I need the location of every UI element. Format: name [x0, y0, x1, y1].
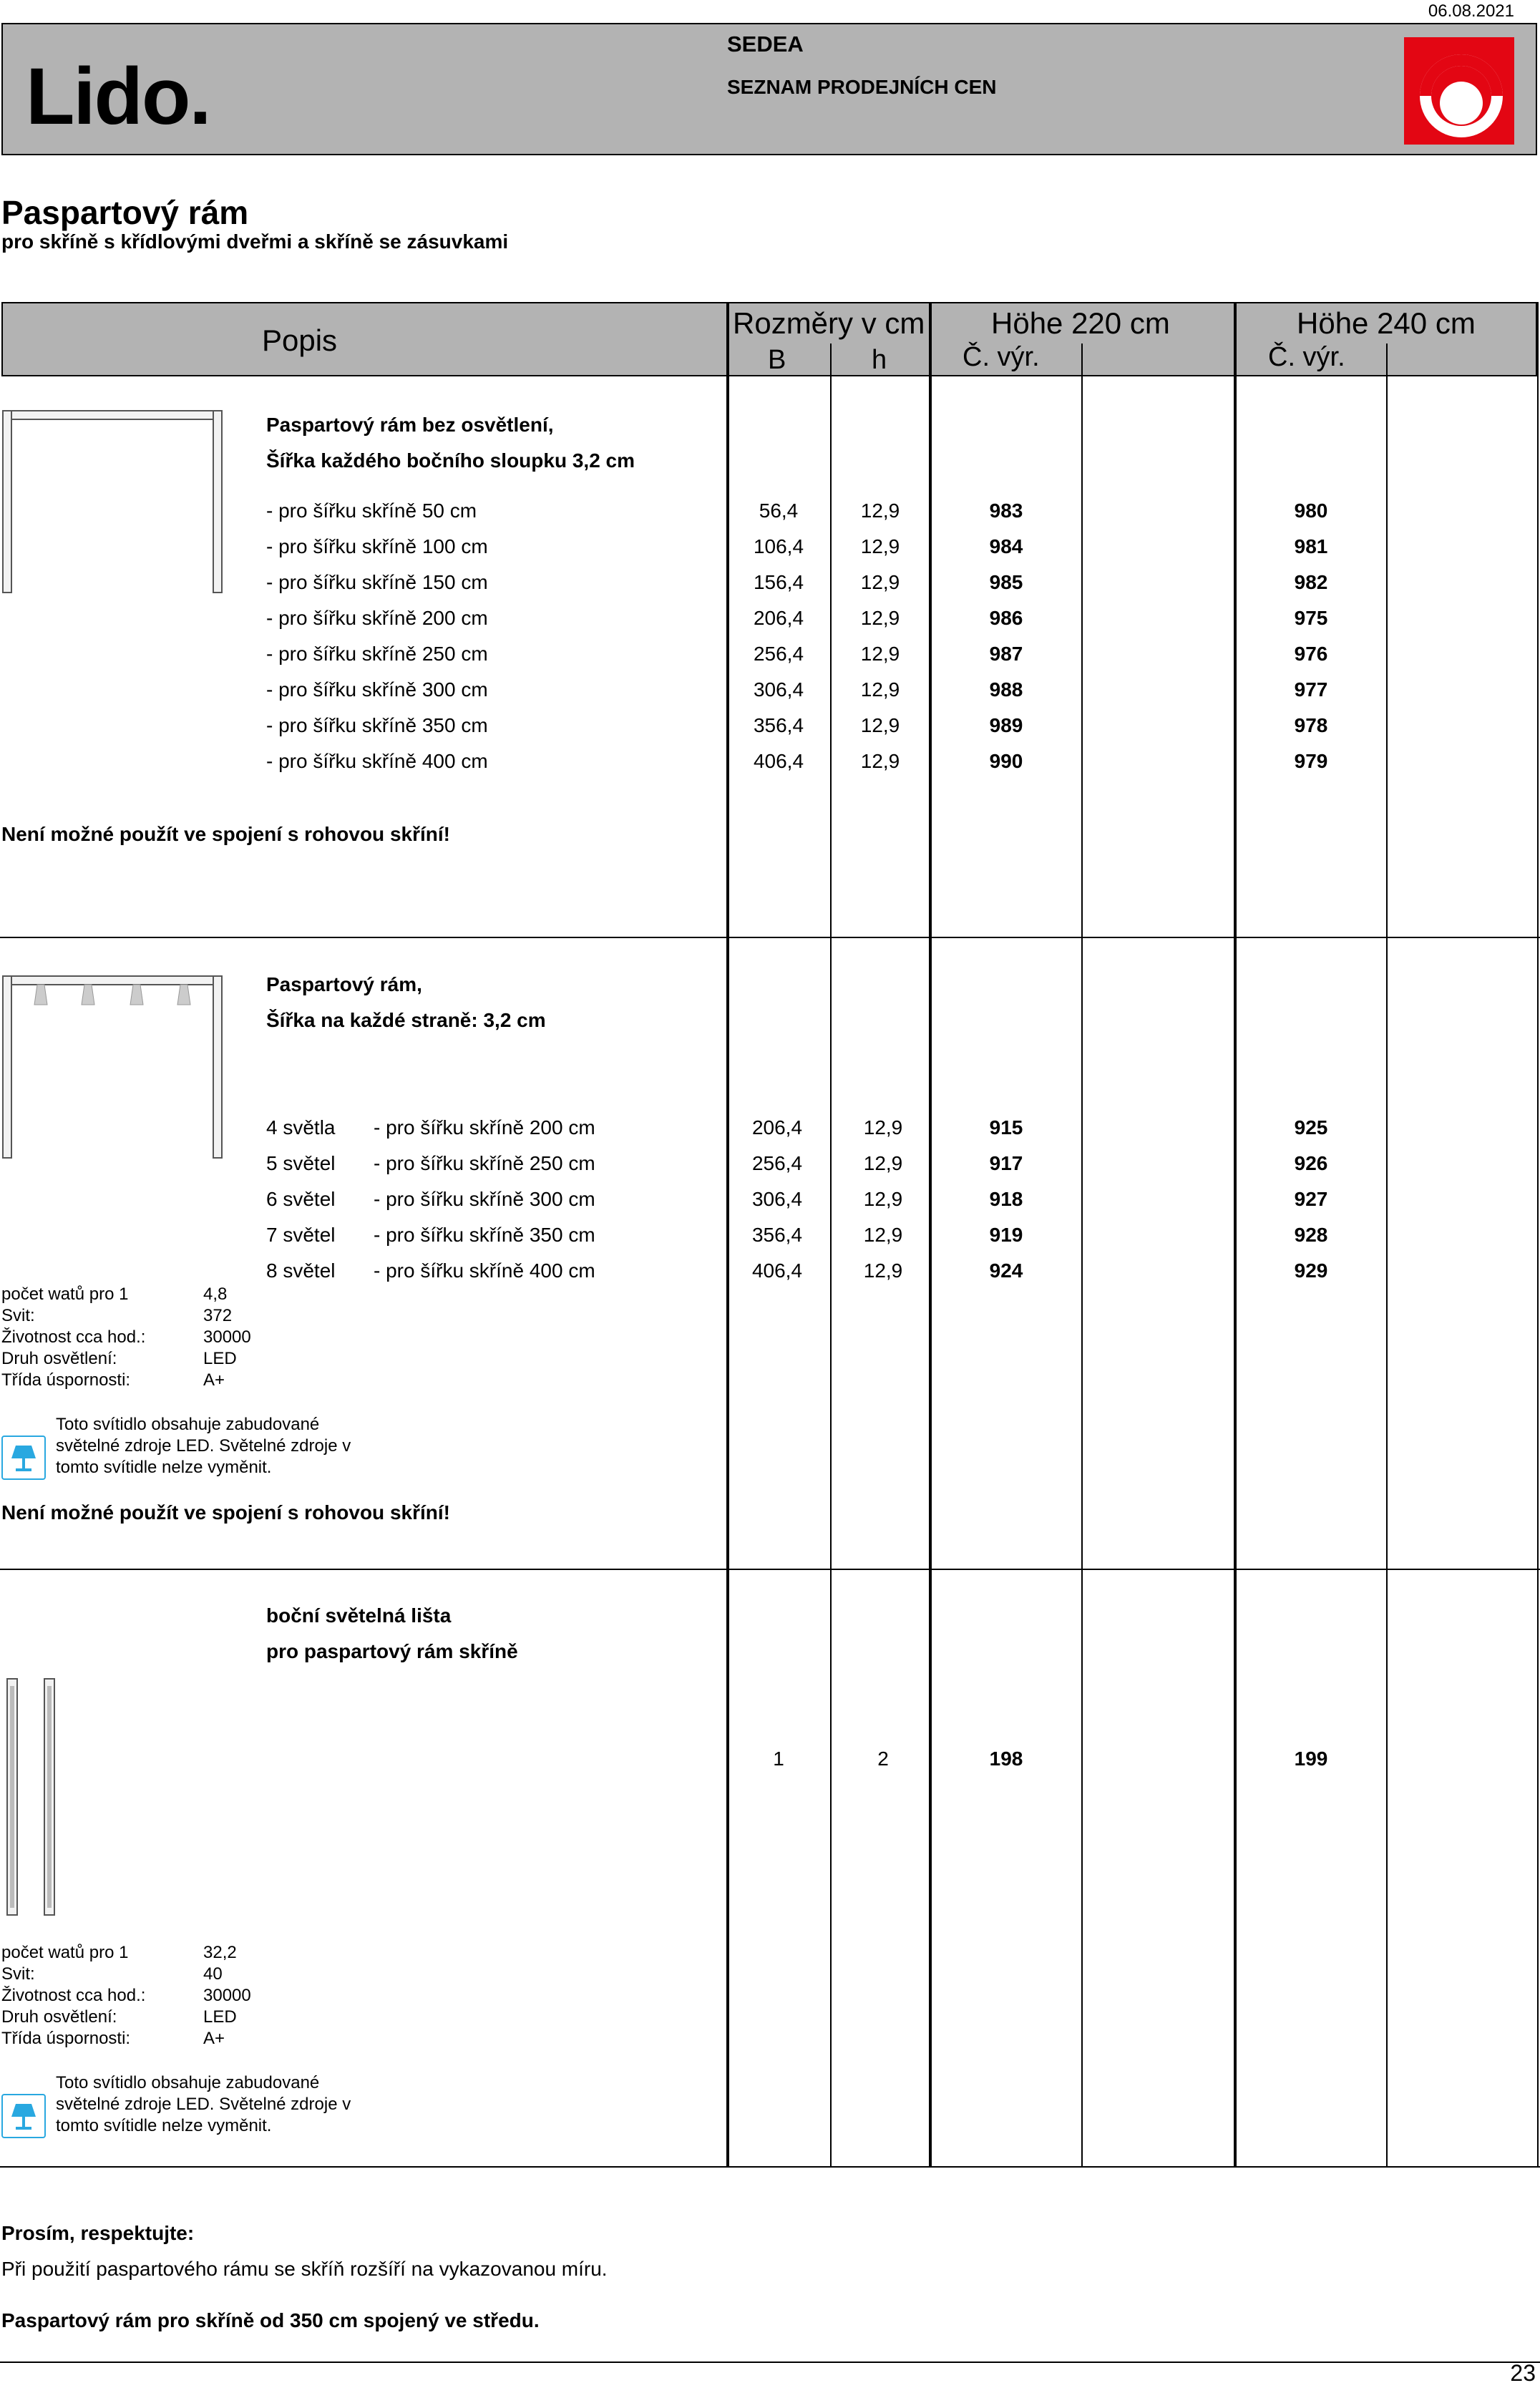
footer-line2: Paspartový rám pro skříně od 350 cm spojený ve středu. — [1, 2309, 540, 2331]
row-height: 12,9 — [860, 678, 900, 701]
spec-label: Životnost cca hod.: — [1, 1986, 146, 2005]
section3-item-240: 199 — [1294, 1748, 1328, 1770]
header-b: B — [768, 345, 786, 375]
row-width: 256,4 — [753, 643, 804, 665]
led-notice: Toto svítidlo obsahuje zabudované světelné zdroje LED. Světelné zdroje v tomto svítidle nelze vyměnit. — [56, 1415, 351, 1477]
spec-value: 30000 — [203, 1986, 251, 2005]
header-height-240: Höhe 240 cm — [1297, 306, 1476, 340]
light-strip-illustration — [4, 1677, 62, 1921]
lamp-icon — [1, 1436, 46, 1480]
row-light-count: 4 světla — [266, 1116, 336, 1139]
grid-line — [1234, 302, 1237, 2168]
row-item-240: 926 — [1294, 1152, 1328, 1174]
row-item-220: 986 — [989, 607, 1023, 629]
row-description: - pro šířku skříně 300 cm — [266, 678, 488, 701]
row-item-220: 984 — [989, 535, 1023, 557]
section3-subtitle: pro paspartový rám skříně — [266, 1640, 518, 1662]
row-item-220: 985 — [989, 571, 1023, 593]
spec-label: Třída úspornosti: — [1, 1370, 131, 1390]
section1-title: Paspartový rám bez osvětlení, — [266, 414, 554, 436]
row-description: - pro šířku skříně 100 cm — [266, 535, 488, 557]
section3-title: boční světelná lišta — [266, 1604, 452, 1627]
footer-please: Prosím, respektujte: — [1, 2222, 195, 2244]
row-item-240: 929 — [1294, 1259, 1328, 1282]
row-item-240: 977 — [1294, 678, 1328, 701]
row-item-240: 976 — [1294, 643, 1328, 665]
spec-label: počet watů pro 1 — [1, 1943, 129, 1962]
row-width: 306,4 — [751, 1188, 803, 1210]
row-height: 12,9 — [860, 499, 900, 522]
row-item-240: 982 — [1294, 571, 1328, 593]
row-height: 12,9 — [860, 750, 900, 772]
section1-subtitle: Šířka každého bočního sloupku 3,2 cm — [266, 449, 635, 472]
document-title: SEZNAM PRODEJNÍCH CEN — [727, 76, 997, 98]
section1-note: Není možné použít ve spojení s rohovou skříní! — [1, 823, 450, 845]
spec-value: 32,2 — [203, 1943, 237, 1962]
section2-title: Paspartový rám, — [266, 973, 422, 995]
row-height: 12,9 — [860, 643, 900, 665]
lamp-icon — [1, 2094, 46, 2138]
section3-b: 1 — [773, 1748, 784, 1770]
row-light-count: 5 světel — [266, 1152, 336, 1174]
company-name: SEDEA — [727, 31, 804, 57]
spec-label: Svit: — [1, 1306, 35, 1325]
row-item-220: 924 — [989, 1259, 1023, 1282]
header-popis: Popis — [262, 323, 338, 357]
page-bottom-line — [0, 2362, 1540, 2363]
row-width: 206,4 — [753, 607, 804, 629]
row-item-220: 987 — [989, 643, 1023, 665]
row-light-count: 7 světel — [266, 1224, 336, 1246]
spec-value: 372 — [203, 1306, 233, 1325]
spec-value: LED — [203, 2007, 237, 2027]
row-width: 356,4 — [751, 1224, 803, 1246]
header-h: h — [872, 345, 887, 375]
row-item-240: 979 — [1294, 750, 1328, 772]
row-width: 106,4 — [753, 535, 804, 557]
spec-value: 40 — [203, 1964, 223, 1984]
row-width: 56,4 — [759, 499, 799, 522]
row-height: 12,9 — [863, 1188, 903, 1210]
row-description: - pro šířku skříně 150 cm — [266, 571, 488, 593]
row-width: 406,4 — [753, 750, 804, 772]
row-item-220: 919 — [989, 1224, 1023, 1246]
row-item-220: 990 — [989, 750, 1023, 772]
row-description: - pro šířku skříně 50 cm — [266, 499, 477, 522]
row-description: - pro šířku skříně 250 cm — [266, 643, 488, 665]
grid-line — [1081, 343, 1083, 2168]
spec-value: 30000 — [203, 1327, 251, 1347]
row-height: 12,9 — [860, 714, 900, 736]
row-description: - pro šířku skříně 250 cm — [374, 1152, 595, 1174]
row-light-count: 8 světel — [266, 1259, 336, 1282]
grid-line — [726, 302, 729, 2168]
row-height: 12,9 — [860, 571, 900, 593]
row-height: 12,9 — [860, 607, 900, 629]
row-description: - pro šířku skříně 300 cm — [374, 1188, 595, 1210]
row-light-count: 6 světel — [266, 1188, 336, 1210]
row-item-240: 980 — [1294, 499, 1328, 522]
row-description: - pro šířku skříně 200 cm — [374, 1116, 595, 1139]
row-item-220: 918 — [989, 1188, 1023, 1210]
section-divider — [0, 937, 1540, 938]
lit-frame-illustration — [0, 973, 229, 1163]
footer-line1: Při použití paspartového rámu se skříň rozšíří na vykazovanou míru. — [1, 2258, 608, 2280]
led-notice: Toto svítidlo obsahuje zabudované světelné zdroje LED. Světelné zdroje v tomto svítidle nelze vyměnit. — [56, 2073, 351, 2135]
section-divider — [0, 2166, 1540, 2168]
spec-label: Životnost cca hod.: — [1, 1327, 146, 1347]
spec-value: 4,8 — [203, 1285, 228, 1304]
spec-label: Svit: — [1, 1964, 35, 1984]
row-item-240: 975 — [1294, 607, 1328, 629]
row-width: 406,4 — [751, 1259, 803, 1282]
page-subtitle: pro skříně s křídlovými dveřmi a skříně se zásuvkami — [1, 230, 509, 253]
header-dimensions: Rozměry v cm — [733, 306, 925, 340]
row-width: 256,4 — [751, 1152, 803, 1174]
brand-name: Lido. — [26, 52, 210, 141]
page-number: 23 — [1510, 2360, 1536, 2386]
row-width: 206,4 — [751, 1116, 803, 1139]
spec-value: A+ — [203, 2029, 225, 2048]
row-height: 12,9 — [863, 1224, 903, 1246]
row-description: - pro šířku skříně 350 cm — [266, 714, 488, 736]
header-item-no-240: Č. výr. — [1268, 342, 1345, 372]
row-description: - pro šířku skříně 400 cm — [266, 750, 488, 772]
spec-value: A+ — [203, 1370, 225, 1390]
row-height: 12,9 — [863, 1152, 903, 1174]
spec-label: Třída úspornosti: — [1, 2029, 131, 2048]
row-item-220: 983 — [989, 499, 1023, 522]
row-item-240: 981 — [1294, 535, 1328, 557]
row-height: 12,9 — [860, 535, 900, 557]
header-item-no-220: Č. výr. — [962, 342, 1040, 372]
section3-item-220: 198 — [989, 1748, 1023, 1770]
row-description: - pro šířku skříně 350 cm — [374, 1224, 595, 1246]
row-description: - pro šířku skříně 200 cm — [266, 607, 488, 629]
grid-line — [1537, 302, 1539, 2168]
section2-subtitle: Šířka na každé straně: 3,2 cm — [266, 1009, 546, 1031]
row-width: 306,4 — [753, 678, 804, 701]
document-date: 06.08.2021 — [1428, 1, 1514, 21]
section2-note: Není možné použít ve spojení s rohovou skříní! — [1, 1501, 450, 1524]
row-item-220: 915 — [989, 1116, 1023, 1139]
row-width: 356,4 — [753, 714, 804, 736]
grid-line — [830, 343, 832, 2168]
row-item-240: 978 — [1294, 714, 1328, 736]
company-logo-icon — [1404, 37, 1514, 145]
row-item-220: 989 — [989, 714, 1023, 736]
frame-illustration — [0, 408, 229, 598]
row-item-220: 988 — [989, 678, 1023, 701]
row-item-240: 927 — [1294, 1188, 1328, 1210]
spec-label: Druh osvětlení: — [1, 2007, 117, 2027]
row-height: 12,9 — [863, 1259, 903, 1282]
spec-value: LED — [203, 1349, 237, 1368]
grid-line — [1386, 343, 1388, 2168]
row-item-220: 917 — [989, 1152, 1023, 1174]
row-height: 12,9 — [863, 1116, 903, 1139]
page-title: Paspartový rám — [1, 194, 249, 231]
row-description: - pro šířku skříně 400 cm — [374, 1259, 595, 1282]
spec-label: počet watů pro 1 — [1, 1285, 129, 1304]
spec-label: Druh osvětlení: — [1, 1349, 117, 1368]
row-item-240: 928 — [1294, 1224, 1328, 1246]
section3-h: 2 — [877, 1748, 889, 1770]
header-height-220: Höhe 220 cm — [991, 306, 1170, 340]
section-divider — [0, 1569, 1540, 1570]
row-width: 156,4 — [753, 571, 804, 593]
grid-line — [929, 302, 932, 2168]
row-item-240: 925 — [1294, 1116, 1328, 1139]
